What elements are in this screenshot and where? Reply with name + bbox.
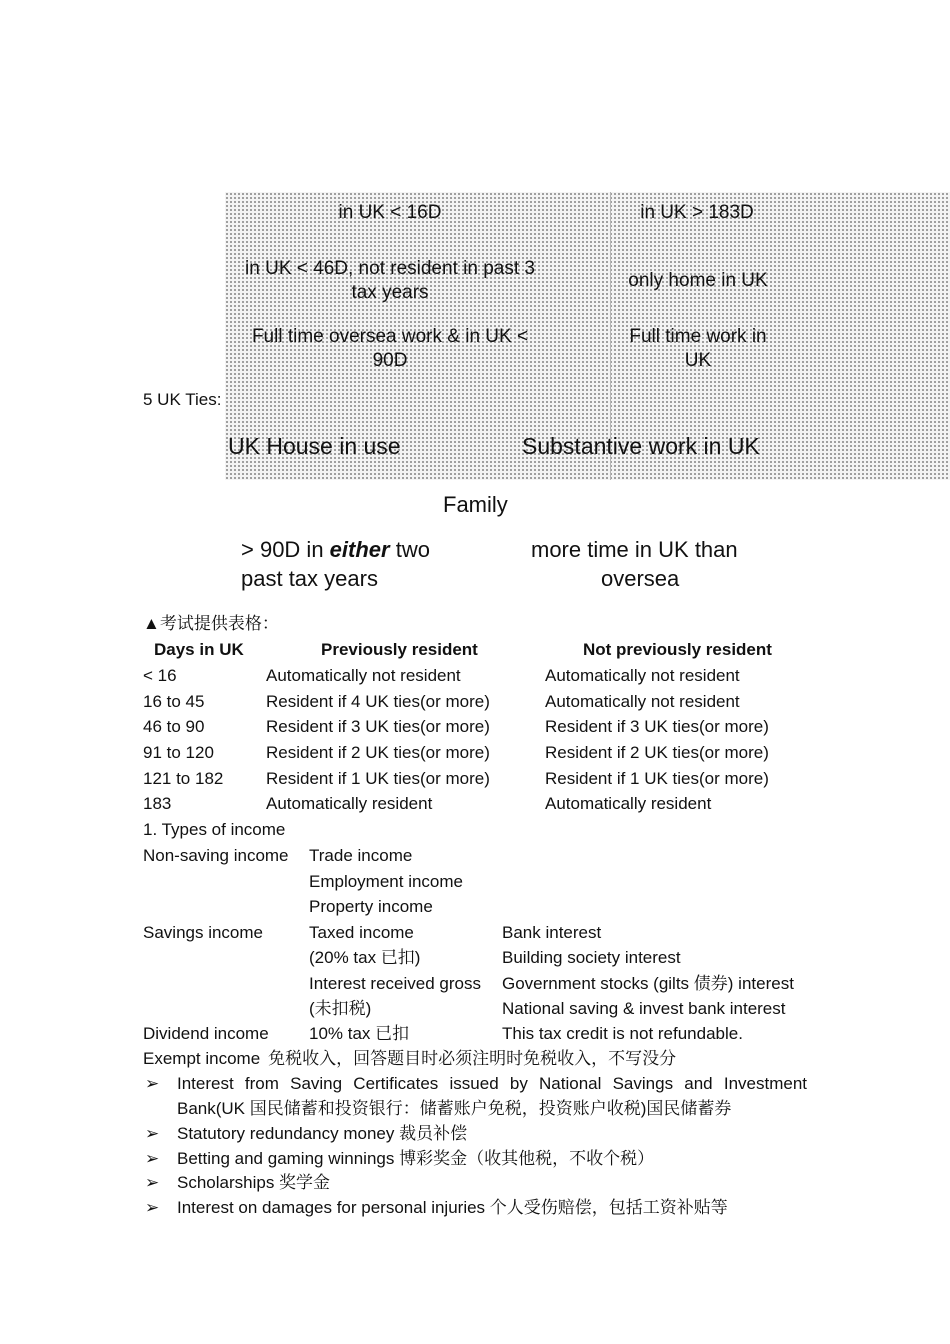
cell-prev: Resident if 4 UK ties(or more): [266, 692, 490, 711]
exempt-item-1-line2: Bank(UK 国民储蓄和投资银行：储蓄账户免税，投资账户收税)国民储蓄券: [177, 1099, 732, 1118]
cell-notprev: Automatically not resident: [545, 666, 740, 685]
tie-house: UK House in use: [228, 433, 401, 459]
arrow-bullet-icon: ➢: [145, 1149, 160, 1168]
cell-notprev: Resident if 3 UK ties(or more): [545, 717, 769, 736]
exempt-label: Exempt income: [143, 1049, 261, 1068]
tie-days-pre: > 90D in: [241, 537, 330, 562]
dividend-tax: 10% tax 已扣: [309, 1024, 410, 1043]
income-heading: 1. Types of income: [143, 820, 286, 839]
gross-interest: Interest received gross: [309, 974, 481, 993]
exam-table-title: ▲考试提供表格：: [143, 614, 279, 633]
cell-prev: Resident if 3 UK ties(or more): [266, 717, 490, 736]
cell-days: 121 to 182: [143, 769, 224, 788]
tie-days-line2: past tax years: [241, 566, 378, 591]
cell-days: 183: [143, 794, 172, 813]
arrow-bullet-icon: ➢: [145, 1173, 160, 1192]
savings-item: Government stocks (gilts 债券) interest: [502, 974, 794, 993]
non-saving-item: Property income: [309, 897, 433, 916]
exempt-note: 免税收入，回答题目时必须注明时免税收入，不写没分: [268, 1049, 677, 1068]
auto-nonresident-46d: in UK < 46D, not resident in past 3 tax years: [245, 258, 535, 303]
fulltime-work-uk: Full time work in UK: [629, 326, 767, 371]
non-saving-item: Trade income: [309, 846, 413, 865]
tie-work: Substantive work in UK: [522, 433, 760, 459]
non-saving-label: Non-saving income: [143, 846, 289, 865]
header-not-previously-resident: Not previously resident: [583, 640, 772, 659]
taxed-income: Taxed income: [309, 923, 414, 942]
cell-notprev: Resident if 2 UK ties(or more): [545, 743, 769, 762]
exempt-item-2: Statutory redundancy money 裁员补偿: [177, 1124, 468, 1143]
dividend-note: This tax credit is not refundable.: [502, 1024, 743, 1043]
tie-more-time-line1: more time in UK than: [531, 537, 738, 562]
cell-prev: Automatically not resident: [266, 666, 461, 685]
cell-days: 91 to 120: [143, 743, 214, 762]
cell-notprev: Automatically resident: [545, 794, 712, 813]
ties-label: 5 UK Ties:: [143, 390, 222, 409]
arrow-bullet-icon: ➢: [145, 1074, 160, 1093]
cell-prev: Resident if 2 UK ties(or more): [266, 743, 490, 762]
savings-item: Bank interest: [502, 923, 602, 942]
exempt-item-1-line1: Interest from Saving Certificates issued by National Savings and Investment: [177, 1074, 807, 1093]
savings-item: Building society interest: [502, 948, 681, 967]
exempt-item-5: Interest on damages for personal injuries 个人受伤赔偿，包括工资补贴等: [177, 1198, 728, 1217]
tie-days: [241, 535, 430, 564]
only-home-uk: only home in UK: [628, 270, 768, 291]
cell-prev: Automatically resident: [266, 794, 433, 813]
auto-resident-183d: in UK > 183D: [640, 202, 754, 223]
arrow-bullet-icon: ➢: [145, 1124, 160, 1143]
arrow-bullet-icon: ➢: [145, 1198, 160, 1217]
tie-family: Family: [443, 492, 508, 517]
fulltime-oversea-work: Full time oversea work & in UK < 90D: [251, 326, 529, 371]
cell-days: < 16: [143, 666, 177, 685]
cell-days: 16 to 45: [143, 692, 205, 711]
cell-prev: Resident if 1 UK ties(or more): [266, 769, 490, 788]
cell-notprev: Resident if 1 UK ties(or more): [545, 769, 769, 788]
gross-note: (未扣税): [309, 999, 372, 1018]
dividend-label: Dividend income: [143, 1024, 269, 1043]
tie-days-emphasis: either: [329, 537, 390, 562]
tie-days-post: two: [389, 537, 430, 562]
header-days: Days in UK: [154, 640, 244, 659]
tie-more-time-line2: oversea: [601, 566, 680, 591]
auto-nonresident-16d: in UK < 16D: [338, 202, 442, 223]
non-saving-item: Employment income: [309, 872, 464, 891]
savings-item: National saving & invest bank interest: [502, 999, 786, 1018]
header-previously-resident: Previously resident: [321, 640, 478, 659]
cell-days: 46 to 90: [143, 717, 205, 736]
exempt-item-3: Betting and gaming winnings 博彩奖金（收其他税，不收个税）: [177, 1149, 655, 1168]
savings-label: Savings income: [143, 923, 264, 942]
exempt-line: [143, 1048, 676, 1070]
taxed-note: (20% tax 已扣): [309, 948, 421, 967]
cell-notprev: Automatically not resident: [545, 692, 740, 711]
exempt-item-4: Scholarships 奖学金: [177, 1173, 331, 1192]
